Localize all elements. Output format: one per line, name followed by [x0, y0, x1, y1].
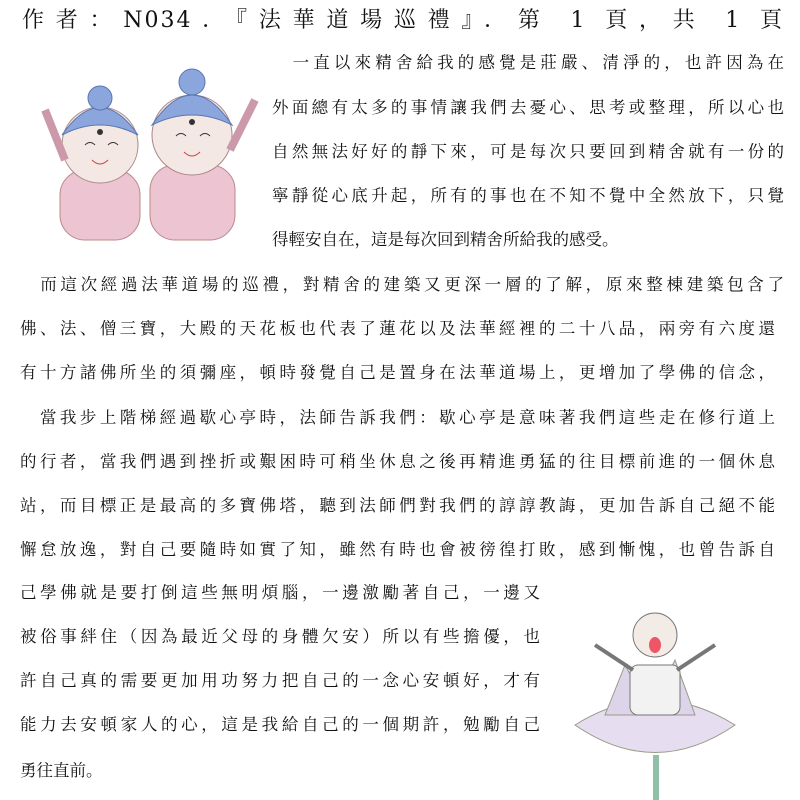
paragraph-line: 許自己真的需要更加用功努力把自己的一念心安頓好，才有 — [20, 671, 540, 690]
paragraph-line: 站，而目標正是最高的多寶佛塔，聽到法師們對我們的諄諄教誨，更加告訴自己絕不能 — [20, 496, 775, 515]
monk-right-figure — [150, 69, 255, 240]
paragraph-line: 寧靜從心底升起，所有的事也在不知不覺中全然放下，只覺 — [272, 186, 784, 205]
paragraph-line: 外面總有太多的事情讓我們去憂心、思考或整理，所以心也 — [272, 98, 784, 117]
monk-on-lotus-illustration — [555, 605, 755, 800]
monk-left-figure — [45, 86, 140, 240]
paragraph-line: 懈怠放逸，對自己要隨時如實了知，雖然有時也會被徬徨打敗，感到慚愧，也曾告訴自 — [20, 540, 775, 559]
twin-monks-illustration — [30, 40, 270, 250]
paragraph-line: 有十方諸佛所坐的須彌座，頓時發覺自己是置身在法華道場上，更增加了學佛的信念， — [20, 363, 775, 382]
paragraph-line: 佛、法、僧三寶，大殿的天花板也代表了蓮花以及法華經裡的二十八品，兩旁有六度還 — [20, 319, 775, 338]
paragraph-line: 得輕安自在，這是每次回到精舍所給我的感受。 — [272, 230, 619, 249]
paragraph-line: 自然無法好好的靜下來，可是每次只要回到精舍就有一份的 — [272, 142, 784, 161]
paragraph-line: 被俗事絆住（因為最近父母的身體欠安）所以有些擔優，也 — [20, 627, 540, 646]
paragraph-line: 勇往直前。 — [20, 761, 103, 780]
page-header-title: 作者：N034．『法華道場巡禮』．第 1 頁，共 1 頁 — [22, 8, 784, 33]
paragraph-line: 的行者，當我們遇到挫折或艱困時可稍坐休息之後再精進勇猛的往目標前進的一個休息 — [20, 452, 775, 471]
paragraph-line: 能力去安頓家人的心，這是我給自己的一個期許，勉勵自己 — [20, 715, 540, 734]
paragraph-line: 而這次經過法華道場的巡禮，對精舍的建築又更深一層的了解，原來整棟建築包含了 — [20, 275, 784, 294]
paragraph-line: 一直以來精舍給我的感覺是莊嚴、清淨的，也許因為在 — [272, 53, 784, 72]
paragraph-line: 己學佛就是要打倒這些無明煩腦，一邊激勵著自己，一邊又 — [20, 583, 540, 602]
paragraph-line: 當我步上階梯經過歇心亭時，法師告訴我們：歇心亭是意味著我們這些走在修行道上 — [20, 408, 775, 427]
